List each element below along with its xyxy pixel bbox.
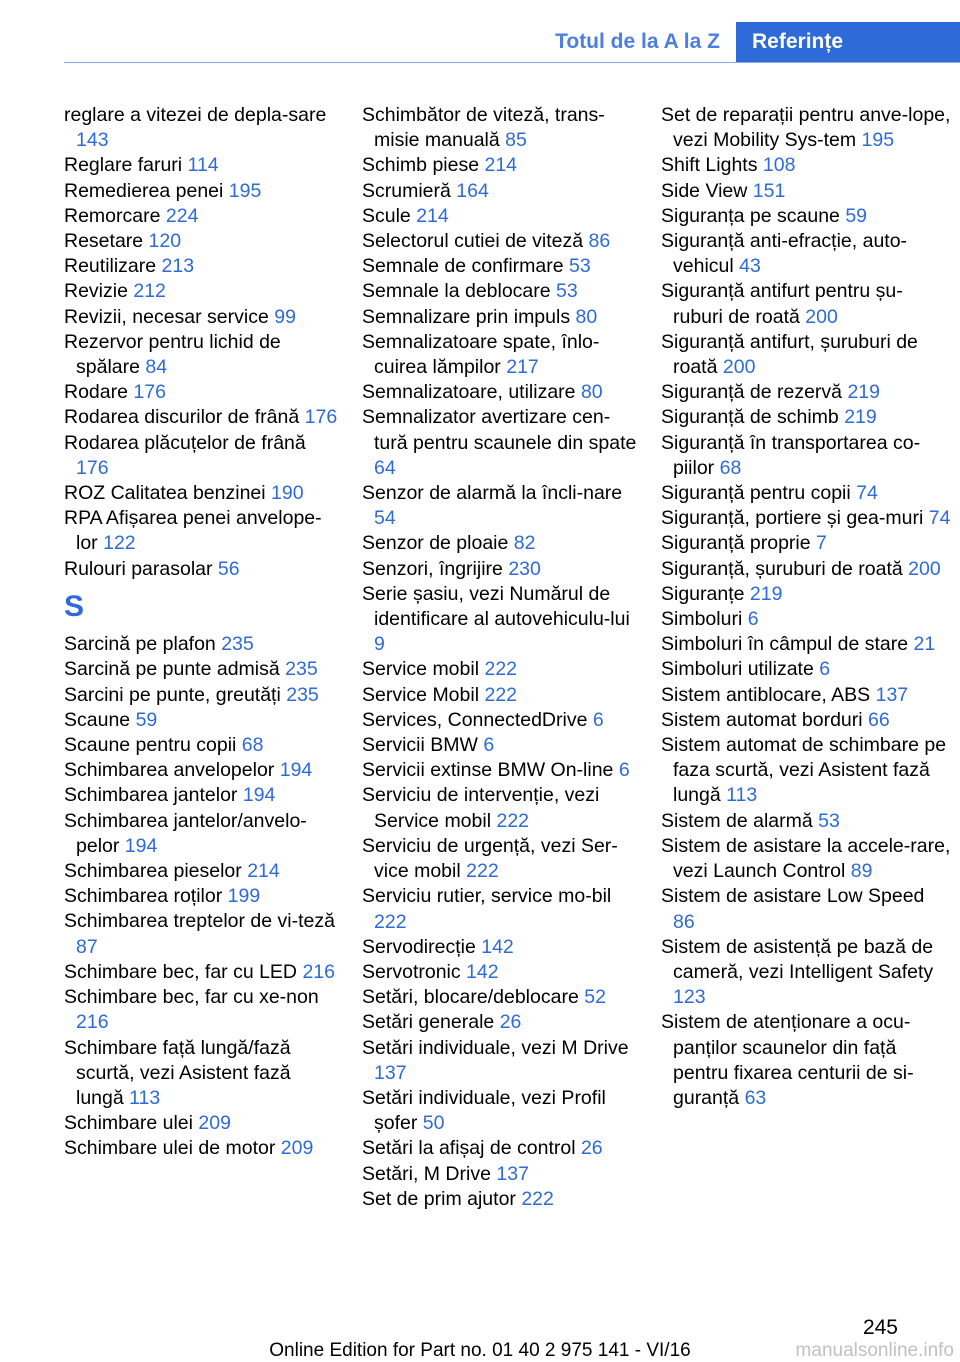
index-entry [64,204,342,229]
index-entry [661,733,951,809]
index-entry-term: Serviciu de intervenție, vezi Service mobil [362,784,600,832]
page-reference-link[interactable]: 52 [584,986,606,1009]
page-reference-link[interactable]: 114 [187,154,219,177]
page-reference-link[interactable]: 85 [505,129,527,152]
page-reference-link[interactable]: 6 [618,759,630,782]
index-entry [64,1111,342,1136]
page-reference-link[interactable]: 222 [521,1187,554,1210]
index-entry [64,1036,342,1112]
index-entry-term: Semnalizatoare spate, înlo-cuirea lămpilor [362,330,600,379]
index-entry [64,305,342,330]
page-reference-link[interactable]: 68 [241,734,264,757]
page-reference-link[interactable]: 209 [198,1112,231,1135]
index-entry-term: Schimbare ulei de motor [64,1137,276,1160]
index-entry [64,909,342,959]
index-entry-term: Siguranță antifurt pentru șu-ruburi de roată [661,280,903,328]
page-reference-link[interactable]: 151 [752,179,786,202]
index-entry-term: Scule [362,204,411,227]
page-reference-link[interactable]: 214 [484,154,518,177]
index-entry [362,657,640,682]
index-entry [661,531,951,556]
index-entry-term: Schimbare ulei [64,1112,193,1135]
index-entry-term: RPA Afișarea penei anvelope-lor [64,507,322,555]
index-entry [661,582,951,607]
index-entry-term: Reglare faruri [64,154,183,177]
index-entry-term: Shift Lights [661,154,758,177]
page-reference-link[interactable]: 222 [484,683,518,706]
index-entry-term: Siguranță de schimb [661,406,839,429]
index-entry-term: Simboluri [661,608,743,631]
index-entry [661,683,951,708]
page-reference-link[interactable]: 123 [673,986,706,1009]
index-entry-term: Schimbarea roților [64,885,223,908]
page-reference-link[interactable]: 99 [274,305,296,328]
page-reference-link[interactable]: 194 [279,759,313,782]
index-entry [661,557,951,582]
index-entry-term: Siguranță, șuruburi de roată [661,557,903,580]
index-entry-term: Servicii BMW [362,734,478,757]
page-reference-link[interactable]: 200 [908,557,941,580]
page-reference-link[interactable]: 195 [228,179,262,202]
index-entry [64,809,342,859]
page-reference-link[interactable]: 214 [416,204,449,227]
page-reference-link[interactable]: 235 [221,633,254,656]
index-entry-term: Schimb piese [362,154,480,177]
index-entry [64,153,342,178]
page-reference-link[interactable]: 216 [76,1011,109,1034]
index-entry-term: Siguranță în transportarea co-piilor [661,431,921,479]
page-reference-link[interactable]: 54 [374,507,396,530]
page-reference-link[interactable]: 137 [875,683,909,706]
index-entry-term: Semnalizator avertizare cen-tură pentru scaunele din spate [362,406,637,454]
index-entry-term: Simboluri în câmpul de stare [661,633,909,656]
index-entry [64,557,342,582]
index-entry [64,1136,342,1161]
page-reference-link[interactable]: 21 [913,633,936,656]
index-entry-term: Rodarea discurilor de frână [64,406,300,429]
header-tabs [555,22,960,62]
index-entry [661,179,951,204]
index-entry-term: Schimbare bec, far cu LED [64,960,298,983]
page-reference-link[interactable]: 194 [124,834,158,857]
index-column-1 [64,103,342,1162]
index-entry-term: Selectorul cutiei de viteză [362,230,584,253]
page-reference-link[interactable]: 224 [165,204,199,227]
index-entry-term: Senzor de alarmă la încli-nare [362,482,623,505]
index-entry [362,1036,640,1086]
index-entry-term: Siguranța pe scaune [661,204,840,227]
index-entry-term: Revizie [64,280,128,303]
index-entry-term: Sarcină pe plafon [64,633,216,656]
index-entry-term: Schimbare față lungă/fază scurtă, vezi Asistent fază lungă [64,1036,291,1109]
page-reference-link[interactable]: 80 [580,381,603,404]
index-entry-term: Sistem de alarmă [661,809,813,832]
page-reference-link[interactable]: 108 [762,154,796,177]
index-entry-term: Senzor de ploaie [362,532,509,555]
page-reference-link[interactable]: 53 [818,809,840,832]
page-reference-link[interactable]: 222 [496,809,530,832]
index-entry-term: Siguranță antifurt, șuruburi de roată [661,330,918,379]
index-entry-term: Setări generale [362,1011,495,1034]
index-entry-term: Sistem antiblocare, ABS [661,683,871,706]
index-entry [661,279,951,329]
index-entry [64,884,342,909]
index-entry-term: Rezervor pentru lichid de spălare [64,330,281,379]
page-reference-link[interactable]: 86 [588,230,611,253]
index-entry [661,103,951,153]
index-entry-term: Servotronic [362,960,461,983]
index-entry-term: Rodare [64,381,128,404]
page-reference-link[interactable]: 222 [484,658,518,681]
page-reference-link[interactable]: 137 [374,1061,407,1084]
index-entry-term: Schimbarea jantelor [64,784,238,807]
page-reference-link[interactable]: 142 [481,935,514,958]
page-reference-link[interactable]: 74 [928,507,951,530]
index-entry-term: Schimbarea treptelor de vi-teză [64,910,335,933]
index-column-2 [362,103,640,1212]
index-entry-term: Scrumieră [362,179,451,202]
index-entry-term: Siguranță anti-efracție, auto-vehicul [661,230,908,278]
index-entry [362,884,640,934]
index-entry-term: Simboluri utilizate [661,658,814,681]
page-reference-link[interactable]: 216 [302,960,335,983]
index-entry-term: reglare a vitezei de depla-sare [64,104,327,126]
index-entry [362,708,640,733]
index-entry-term: Revizii, necesar service [64,305,269,328]
index-entry [661,607,951,632]
index-entry [362,733,640,758]
index-entry-term: Siguranțe [661,582,745,605]
index-entry [362,380,640,405]
page-reference-link[interactable]: 214 [247,860,280,883]
index-entry-term: Reutilizare [64,255,157,278]
index-entry [661,153,951,178]
index-entry-term: Sistem automat de schimbare pe faza scurtă, vezi Asistent fază lungă [661,734,947,807]
index-entry [362,405,640,481]
index-entry [661,405,951,430]
page-reference-link[interactable]: 176 [133,381,166,404]
index-entry-term: Schimbarea pieselor [64,860,242,883]
watermark: manualsonline.info [795,1340,954,1361]
index-entry [362,305,640,330]
page-reference-link[interactable]: 59 [845,204,868,227]
index-entry-term: Remorcare [64,204,161,227]
index-entry-term: Sistem de asistență pe bază de cameră, vezi Intelligent Safety [661,935,934,983]
index-entry [661,834,951,884]
index-entry-term: Setări, blocare/deblocare [362,986,579,1009]
index-entry [64,431,342,481]
index-entry-term: Siguranță de rezervă [661,381,843,404]
index-entry [362,179,640,204]
index-entry [64,279,342,304]
page-reference-link[interactable]: 63 [744,1086,767,1109]
index-entry [362,1136,640,1161]
index-entry-term: Rodarea plăcuțelor de frână [64,431,306,454]
page-reference-link[interactable]: 137 [496,1162,529,1185]
index-entry-term: Set de prim ajutor [362,1187,516,1210]
index-entry [64,506,342,556]
page-reference-link[interactable]: 217 [506,356,539,379]
header-divider [64,62,960,63]
index-entry [64,783,342,808]
index-entry-term: Setări la afișaj de control [362,1137,576,1160]
index-entry-term: Sistem de atenționare a ocu-panților scaunelor din față pentru fixarea centurii de si-guranță [661,1011,914,1109]
index-entry-term: Semnalizare prin impuls [362,305,571,328]
index-entry [661,431,951,481]
active-tab-references: Referințe [736,22,960,62]
page-reference-link[interactable]: 213 [161,255,195,278]
index-entry [64,254,342,279]
index-entry [661,481,951,506]
index-entry [362,279,640,304]
index-entry-term: Setări individuale, vezi M Drive [362,1036,629,1059]
index-entry [64,229,342,254]
index-entry-term: Serviciu de urgență, vezi Ser-vice mobil [362,834,618,883]
index-entry-term: Sistem de asistare Low Speed [661,885,925,908]
index-entry [661,229,951,279]
index-entry-term: Setări individuale, vezi Profil șofer [362,1086,606,1135]
index-entry-term: Setări, M Drive [362,1162,491,1185]
page-reference-link[interactable]: 59 [135,708,158,731]
index-entry-term: Schimbarea anvelopelor [64,759,275,782]
page-reference-link[interactable]: 7 [816,532,827,555]
index-entry-term: Sarcini pe punte, greutăți [64,683,281,706]
index-entry [64,657,342,682]
index-entry [661,632,951,657]
index-entry [64,405,342,430]
page-reference-link[interactable]: 120 [148,230,182,253]
index-entry-term: Sistem de asistare la accele-rare, vezi Launch Control [661,834,951,883]
index-entry [362,683,640,708]
index-entry-term: Servicii extinse BMW On-line [362,759,614,782]
index-entry [362,935,640,960]
index-entry [64,380,342,405]
index-entry-term: Siguranță pentru copii [661,482,851,505]
page-reference-link[interactable]: 209 [280,1137,314,1160]
index-entry [362,330,640,380]
index-entry-term: Semnalizatoare, utilizare [362,381,576,404]
index-entry [661,506,951,531]
index-entry [362,204,640,229]
page-reference-link[interactable]: 6 [819,658,831,681]
index-entry [362,557,640,582]
index-entry [661,884,951,934]
page-reference-link[interactable]: 143 [76,129,109,152]
page-reference-link[interactable]: 64 [374,456,396,479]
index-entry [661,935,951,1011]
index-entry [661,330,951,380]
index-entry [362,254,640,279]
page-reference-link[interactable]: 199 [227,885,261,908]
index-entry-term: Scaune pentru copii [64,734,237,757]
index-entry [362,1010,640,1035]
page-reference-link[interactable]: 230 [508,557,541,580]
index-entry-term: Set de reparații pentru anve-lope, vezi Mobility Sys-tem [661,104,951,152]
page-reference-link[interactable]: 219 [749,582,783,605]
index-entry [64,733,342,758]
index-entry [362,758,640,783]
index-entry-term: Rulouri parasolar [64,557,213,580]
index-entry [64,103,342,153]
index-entry [64,985,342,1035]
index-entry [64,330,342,380]
page-reference-link[interactable]: 176 [76,456,109,479]
page-reference-link[interactable]: 50 [422,1112,445,1135]
index-entry [64,632,342,657]
page-reference-link[interactable]: 56 [217,557,240,580]
index-entry-term: Side View [661,179,748,202]
index-entry [362,582,640,658]
index-entry-term: Servodirecție [362,935,476,958]
index-entry-term: Resetare [64,230,144,253]
page-reference-link[interactable]: 194 [242,784,276,807]
index-entry-term: Schimbător de viteză, trans-misie manuală [362,104,605,152]
page-reference-link[interactable]: 26 [499,1011,522,1034]
index-entry [362,481,640,531]
index-entry [64,179,342,204]
index-entry-term: Schimbare bec, far cu xe-non [64,986,319,1009]
page-reference-link[interactable]: 235 [286,683,319,706]
page-reference-link[interactable]: 212 [133,280,166,303]
page-reference-link[interactable]: 222 [374,910,407,933]
index-entry [64,758,342,783]
page-reference-link[interactable]: 6 [592,708,604,731]
page-reference-link[interactable]: 53 [569,255,591,278]
index-entry [661,657,951,682]
index-entry [362,834,640,884]
section-letter: S [64,589,85,623]
page-reference-link[interactable]: 89 [850,860,873,883]
index-entry-term: Serviciu rutier, service mo-bil [362,885,612,908]
index-column-3 [661,103,951,1111]
index-entry-term: ROZ Calitatea benzinei [64,482,266,505]
page-reference-link[interactable]: 113 [129,1086,161,1109]
page-reference-link[interactable]: 195 [861,129,895,152]
page-reference-link[interactable]: 235 [285,658,318,681]
page-reference-link[interactable]: 122 [103,532,136,555]
index-entry [64,708,342,733]
page-reference-link[interactable]: 6 [483,734,495,757]
page-reference-link[interactable]: 43 [739,255,761,278]
page-reference-link[interactable]: 219 [847,381,880,404]
index-entry-term: Schimbarea jantelor/anvelo-pelor [64,809,307,857]
index-entry [362,1086,640,1136]
index-entry [64,683,342,708]
page-reference-link[interactable]: 53 [556,280,578,303]
page-reference-link[interactable]: 200 [805,305,838,328]
index-entry-term: Semnale la deblocare [362,280,551,303]
page-reference-link[interactable]: 113 [726,784,758,807]
index-entry-term: Sarcină pe punte admisă [64,658,280,681]
page-reference-link[interactable]: 222 [466,860,499,883]
index-entry-term: Siguranță proprie [661,532,811,555]
index-entry-term: Siguranță, portiere și gea-muri [661,507,924,530]
index-entry [661,809,951,834]
page-reference-link[interactable]: 200 [722,356,756,379]
index-entry [661,380,951,405]
index-entry [661,708,951,733]
index-entry [362,985,640,1010]
page-number: 245 [862,1316,898,1339]
index-entry [362,229,640,254]
page-reference-link[interactable]: 142 [466,960,499,983]
index-entry-term: Remedierea penei [64,179,224,202]
page-reference-link[interactable]: 9 [374,633,385,656]
index-entry [362,960,640,985]
index-entry-term: Senzori, îngrijire [362,557,503,580]
page-reference-link[interactable]: 176 [304,406,338,429]
index-entry-term: Service mobil [362,658,480,681]
index-entry [362,1162,640,1187]
index-entry [661,1010,951,1111]
index-entry [661,204,951,229]
index-entry [64,960,342,985]
page-reference-link[interactable]: 82 [513,532,536,555]
page-reference-link[interactable]: 219 [844,406,877,429]
index-entry [362,1187,640,1212]
page-reference-link[interactable]: 86 [673,910,695,933]
page-reference-link[interactable]: 84 [145,356,168,379]
page-reference-link[interactable]: 66 [868,708,890,731]
index-entry-term: Sistem automat borduri [661,708,863,731]
index-entry [362,103,640,153]
page-reference-link[interactable]: 68 [719,456,742,479]
index-entry-term: Semnale de confirmare [362,255,564,278]
page-reference-link[interactable]: 74 [856,482,878,505]
index-entry-term: Scaune [64,708,131,731]
page-reference-link[interactable]: 164 [456,179,489,202]
index-entry [64,859,342,884]
index-entry-term: Services, ConnectedDrive [362,708,588,731]
index-entry [362,531,640,556]
page-reference-link[interactable]: 6 [747,608,759,631]
index-entry-term: Service Mobil [362,683,480,706]
section-tab: Totul de la A la Z [555,30,720,53]
footer-edition: Online Edition for Part no. 01 40 2 975 141 - VI/16 [269,1340,691,1361]
index-entry-term: Serie șasiu, vezi Numărul de identificare al autovehiculu-lui [362,582,630,631]
page-reference-link[interactable]: 80 [575,305,598,328]
page-reference-link[interactable]: 190 [271,482,304,505]
index-entry [362,783,640,833]
index-entry [362,153,640,178]
page-reference-link[interactable]: 26 [580,1137,603,1160]
page-reference-link[interactable]: 87 [76,935,98,958]
index-entry [64,481,342,506]
